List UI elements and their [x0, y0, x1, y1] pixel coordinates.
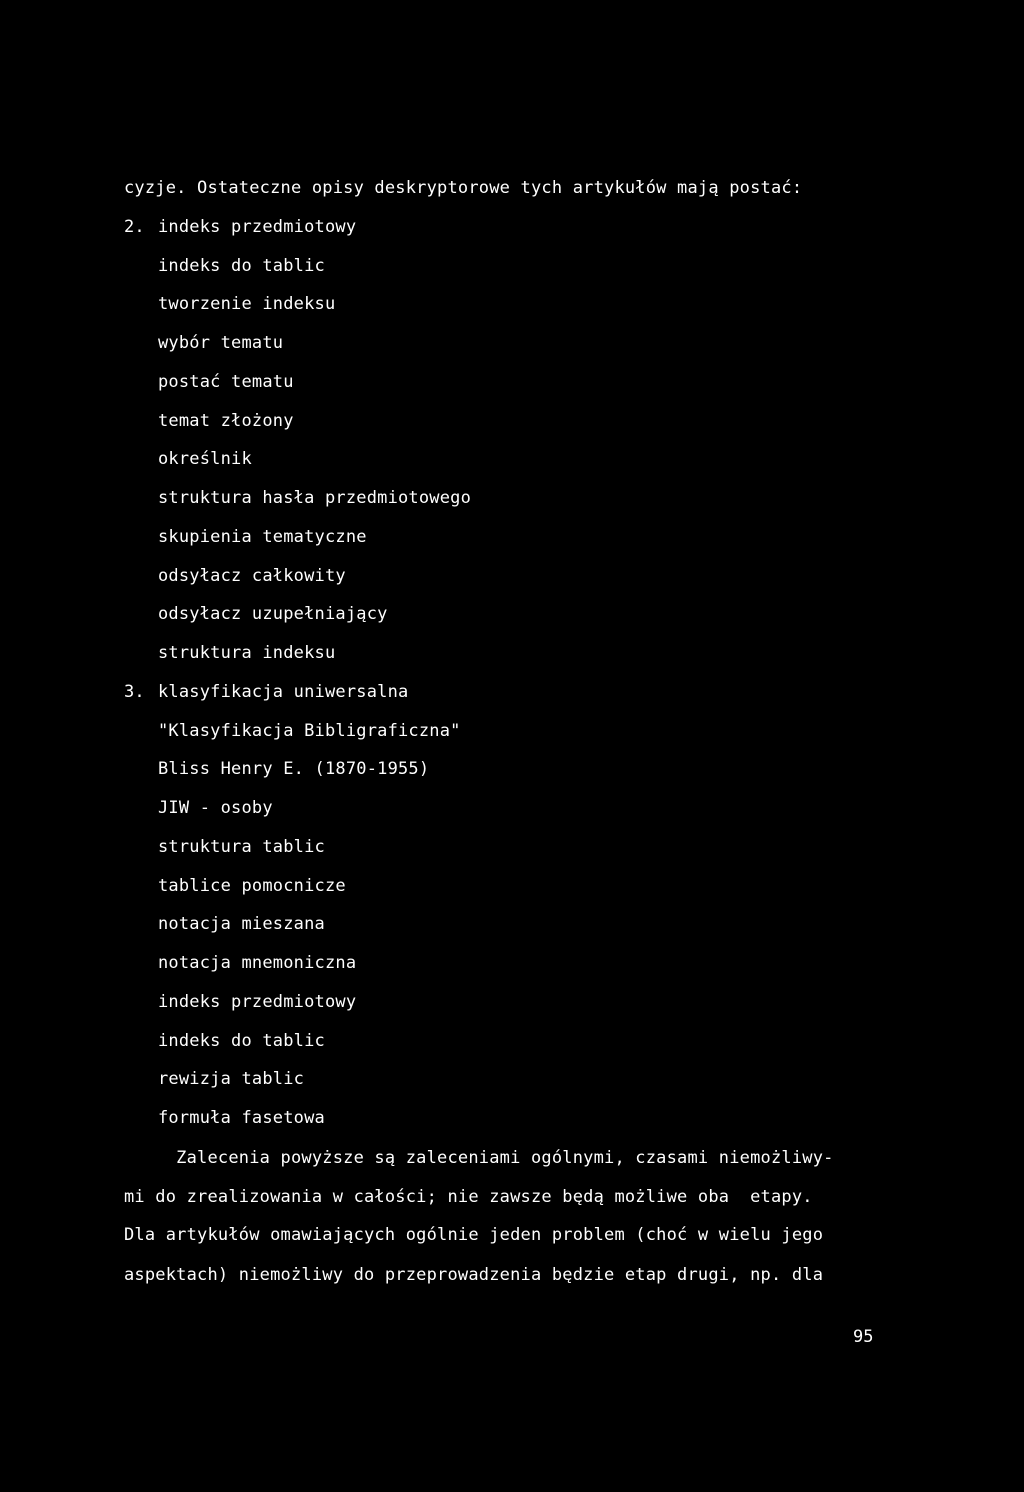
- list-item: odsyłacz całkowity: [158, 566, 346, 586]
- list-item: temat złożony: [158, 411, 294, 431]
- list-item: Bliss Henry E. (1870-1955): [158, 759, 430, 779]
- list-item: tablice pomocnicze: [158, 876, 346, 896]
- section-3-number: 3.: [124, 682, 145, 702]
- list-item: rewizja tablic: [158, 1069, 305, 1089]
- list-item: notacja mnemoniczna: [158, 953, 357, 973]
- list-item: określnik: [158, 449, 252, 469]
- list-item: wybór tematu: [158, 333, 284, 353]
- page-number: 95: [853, 1327, 874, 1347]
- list-item: "Klasyfikacja Bibligraficzna": [158, 721, 461, 741]
- list-item: JIW - osoby: [158, 798, 273, 818]
- list-item: tworzenie indeksu: [158, 294, 336, 314]
- list-item: odsyłacz uzupełniający: [158, 604, 388, 624]
- list-item: postać tematu: [158, 372, 294, 392]
- list-item: struktura tablic: [158, 837, 325, 857]
- paragraph-line: Zalecenia powyższe są zaleceniami ogólnymi, czasami niemożliwy-: [124, 1148, 834, 1168]
- list-item: indeks do tablic: [158, 256, 325, 276]
- section-2-number: 2.: [124, 217, 145, 237]
- list-item: struktura indeksu: [158, 643, 336, 663]
- paragraph-line: Dla artykułów omawiających ogólnie jeden problem (choć w wielu jego: [124, 1225, 824, 1245]
- list-item: klasyfikacja uniwersalna: [158, 682, 409, 702]
- list-item: indeks przedmiotowy: [158, 217, 357, 237]
- list-item: indeks do tablic: [158, 1031, 325, 1051]
- paragraph-line: mi do zrealizowania w całości; nie zawsze będą możliwe oba etapy.: [124, 1187, 813, 1207]
- list-item: skupienia tematyczne: [158, 527, 367, 547]
- list-item: indeks przedmiotowy: [158, 992, 357, 1012]
- paragraph-line: aspektach) niemożliwy do przeprowadzenia będzie etap drugi, np. dla: [124, 1265, 824, 1285]
- intro-line: cyzje. Ostateczne opisy deskryptorowe tych artykułów mają postać:: [124, 178, 803, 198]
- list-item: notacja mieszana: [158, 914, 325, 934]
- list-item: struktura hasła przedmiotowego: [158, 488, 472, 508]
- list-item: formuła fasetowa: [158, 1108, 325, 1128]
